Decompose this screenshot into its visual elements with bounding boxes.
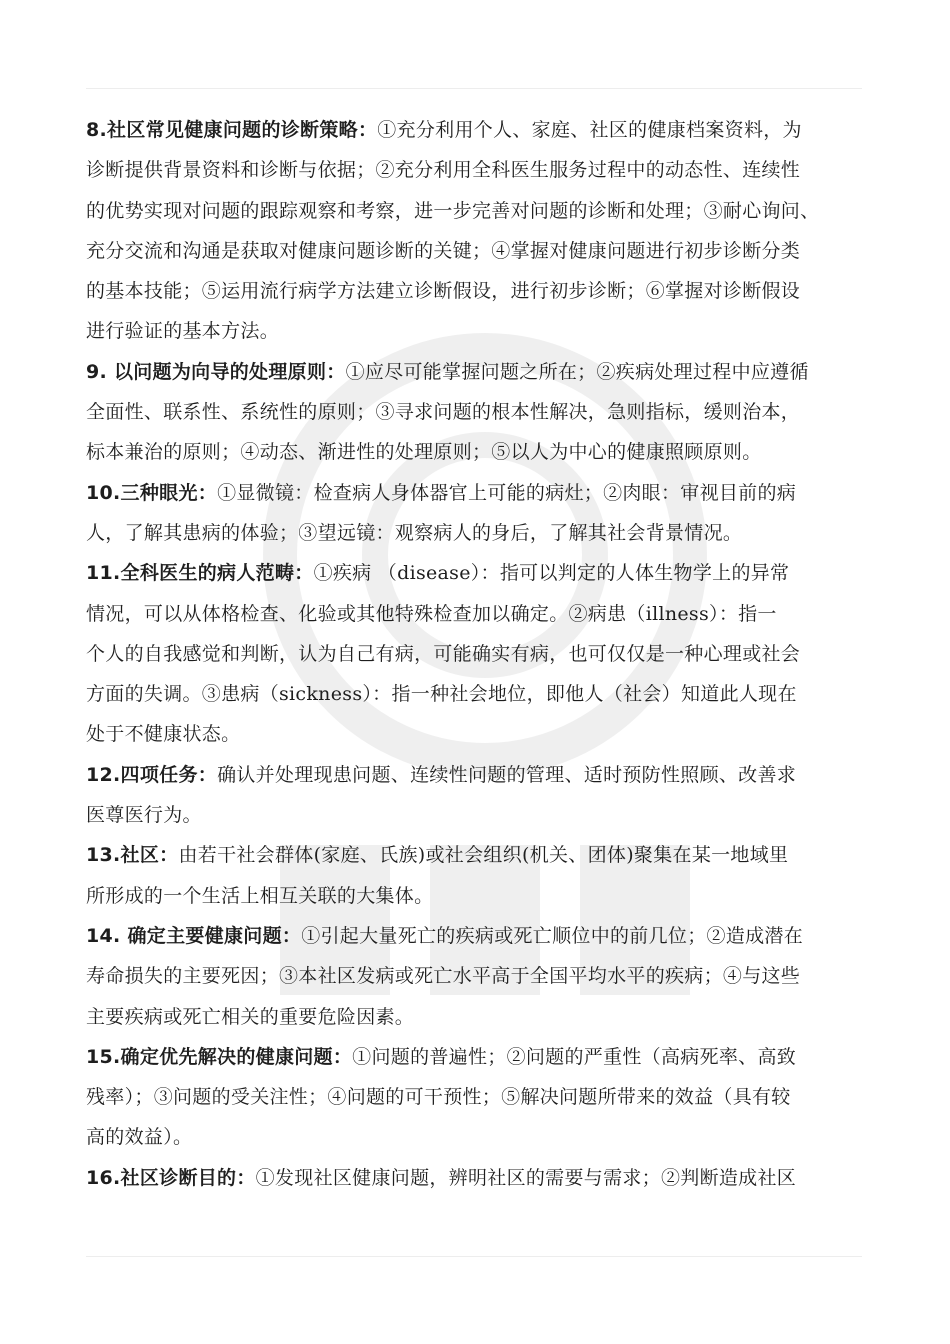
- item-text: 全面性、联系性、系统性的原则；③寻求问题的根本性解决，急则指标，缓则治本，: [86, 401, 801, 424]
- item-text: 残率）；③问题的受关注性；④问题的可干预性；⑤解决问题所带来的效益（具有较: [86, 1086, 791, 1109]
- list-item: [86, 916, 866, 1037]
- item-heading: 16.社区诊断目的：: [86, 1166, 256, 1189]
- item-text: 所形成的一个生活上相互关联的大集体。: [86, 884, 434, 907]
- item-heading: 14. 确定主要健康问题：: [86, 924, 302, 947]
- footer-divider: [86, 1256, 862, 1257]
- item-text: 标本兼治的原则；④动态、渐进性的处理原则；⑤以人为中心的健康照顾原则。: [86, 441, 762, 464]
- list-item: [86, 1037, 866, 1158]
- item-heading: 10.三种眼光：: [86, 481, 218, 504]
- item-heading: 9. 以问题为向导的处理原则：: [86, 360, 346, 383]
- item-text: 处于不健康状态。: [86, 723, 241, 746]
- header-divider: [86, 88, 862, 89]
- list-item: [86, 1158, 866, 1198]
- item-text: 人，了解其患病的体验；③望远镜：观察病人的身后，了解其社会背景情况。: [86, 521, 743, 544]
- item-text: ①疾病 （disease）：指可以判定的人体生物学上的异常: [313, 562, 790, 585]
- item-text: ①显微镜：检查病人身体器官上可能的病灶；②肉眼：审视目前的病: [217, 481, 797, 504]
- item-text: ①引起大量死亡的疾病或死亡顺位中的前几位；②造成潜在: [301, 924, 803, 947]
- item-text: 情况，可以从体格检查、化验或其他特殊检查加以确定。②病患（illness）：指一: [86, 602, 777, 625]
- item-text: 寿命损失的主要死因；③本社区发病或死亡水平高于全国平均水平的疾病；④与这些: [86, 965, 801, 988]
- list-item: [86, 553, 866, 754]
- item-text: 主要疾病或死亡相关的重要危险因素。: [86, 1005, 415, 1028]
- item-heading: 11.全科医生的病人范畴：: [86, 562, 314, 585]
- item-text: 个人的自我感觉和判断，认为自己有病，可能确实有病，也可仅仅是一种心理或社会: [86, 642, 801, 665]
- item-text: 由若干社会群体(家庭、氏族)或社会组织(机关、团体)聚集在某一地域里: [178, 844, 789, 867]
- list-item: [86, 835, 866, 916]
- list-item: [86, 110, 866, 352]
- item-heading: 12.四项任务：: [86, 763, 218, 786]
- item-text: 高的效益）。: [86, 1126, 193, 1149]
- item-text: 诊断提供背景资料和诊断与依据；②充分利用全科医生服务过程中的动态性、连续性: [86, 159, 801, 182]
- item-text: 确认并处理现患问题、连续性问题的管理、适时预防性照顾、改善求: [217, 763, 797, 786]
- list-item: [86, 755, 866, 836]
- document-body: [86, 110, 866, 1198]
- item-heading: 15.确定优先解决的健康问题：: [86, 1045, 353, 1068]
- item-text: 医尊医行为。: [86, 804, 202, 827]
- item-heading: 8.社区常见健康问题的诊断策略：: [86, 119, 378, 141]
- item-text: 的优势实现对问题的跟踪观察和考察，进一步完善对问题的诊断和处理；③耐心询问、: [86, 199, 820, 222]
- list-item: [86, 473, 866, 554]
- list-item: [86, 352, 866, 473]
- item-heading: 13.社区：: [86, 844, 179, 867]
- item-text: ①应尽可能掌握问题之所在；②疾病处理过程中应遵循: [345, 360, 809, 383]
- item-text: ①问题的普遍性；②问题的严重性（高病死率、高致: [352, 1045, 797, 1068]
- item-text: 的基本技能；⑤运用流行病学方法建立诊断假设，进行初步诊断；⑥掌握对诊断假设: [86, 280, 801, 303]
- item-text: ①充分利用个人、家庭、社区的健康档案资料，为: [377, 119, 802, 141]
- item-text: 方面的失调。③患病（sickness）：指一种社会地位，即他人（社会）知道此人现在: [86, 683, 797, 706]
- item-text: 充分交流和沟通是获取对健康问题诊断的关键；④掌握对健康问题进行初步诊断分类: [86, 239, 801, 262]
- item-text: 进行验证的基本方法。: [86, 320, 280, 343]
- item-text: ①发现社区健康问题，辨明社区的需要与需求；②判断造成社区: [255, 1166, 797, 1189]
